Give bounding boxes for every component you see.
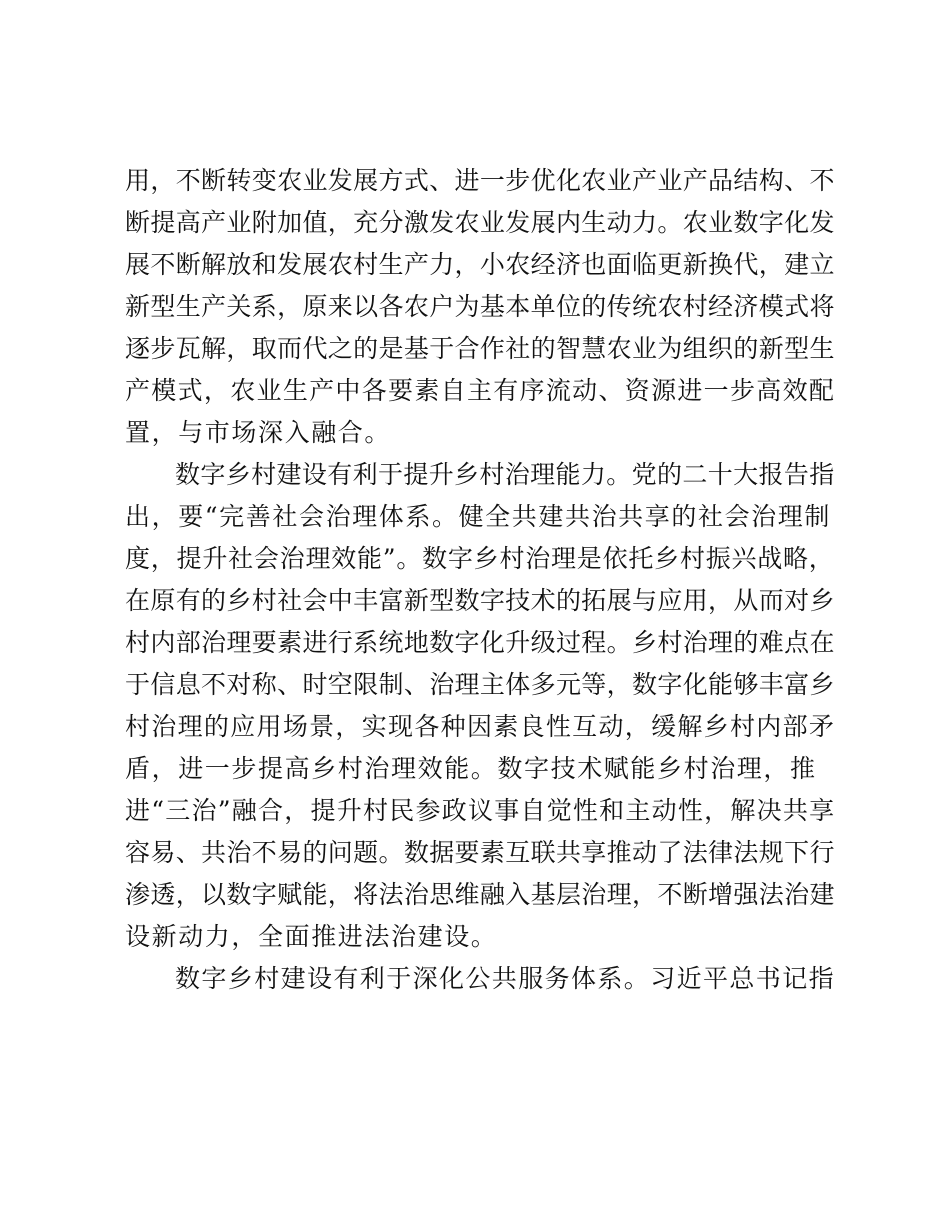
text-line: 出，要“完善社会治理体系。健全共建共治共享的社会治理制	[125, 502, 831, 531]
text-line: 用，不断转变农业发展方式、进一步优化农业产业产品结构、不	[125, 166, 835, 195]
text-line: 展不断解放和发展农村生产力，小农经济也面临更新换代，建立	[125, 250, 835, 279]
paragraph-agriculture-transformation	[125, 160, 835, 454]
text-line: 于信息不对称、时空限制、治理主体多元等，数字化能够丰富乡	[125, 670, 835, 699]
text-line: 村内部治理要素进行系统地数字化升级过程。乡村治理的难点在	[125, 628, 835, 657]
text-line: 置，与市场深入融合。	[125, 418, 392, 447]
text-line: 新型生产关系，原来以各农户为基本单位的传统农村经济模式将	[125, 292, 835, 321]
paragraph-public-services	[125, 958, 835, 1000]
text-line-first: 数字乡村建设有利于提升乡村治理能力。党的二十大报告指	[175, 460, 835, 489]
text-line: 度，提升社会治理效能”。数字乡村治理是依托乡村振兴战略，	[125, 544, 835, 573]
text-line: 产模式，农业生产中各要素自主有序流动、资源进一步高效配	[125, 376, 836, 405]
text-line: 容易、共治不易的问题。数据要素互联共享推动了法律法规下行	[125, 838, 835, 867]
text-line: 盾，进一步提高乡村治理效能。数字技术赋能乡村治理，推	[125, 754, 817, 783]
text-line: 村治理的应用场景，实现各种因素良性互动，缓解乡村内部矛	[125, 712, 836, 741]
text-line: 在原有的乡村社会中丰富新型数字技术的拓展与应用，从而对乡	[125, 586, 835, 615]
text-line: 设新动力，全面推进法治建设。	[125, 922, 498, 951]
text-line: 进“三治”融合，提升村民参政议事自觉性和主动性，解决共享	[125, 796, 836, 825]
text-line: 断提高产业附加值，充分激发农业发展内生动力。农业数字化发	[125, 208, 835, 237]
text-line-first: 数字乡村建设有利于深化公共服务体系。习近平总书记指	[175, 964, 836, 993]
body-text	[125, 160, 835, 1000]
text-line: 渗透，以数字赋能，将法治思维融入基层治理，不断增强法治建	[125, 880, 835, 909]
paragraph-rural-governance	[125, 454, 835, 958]
text-line: 逐步瓦解，取而代之的是基于合作社的智慧农业为组织的新型生	[125, 334, 835, 363]
